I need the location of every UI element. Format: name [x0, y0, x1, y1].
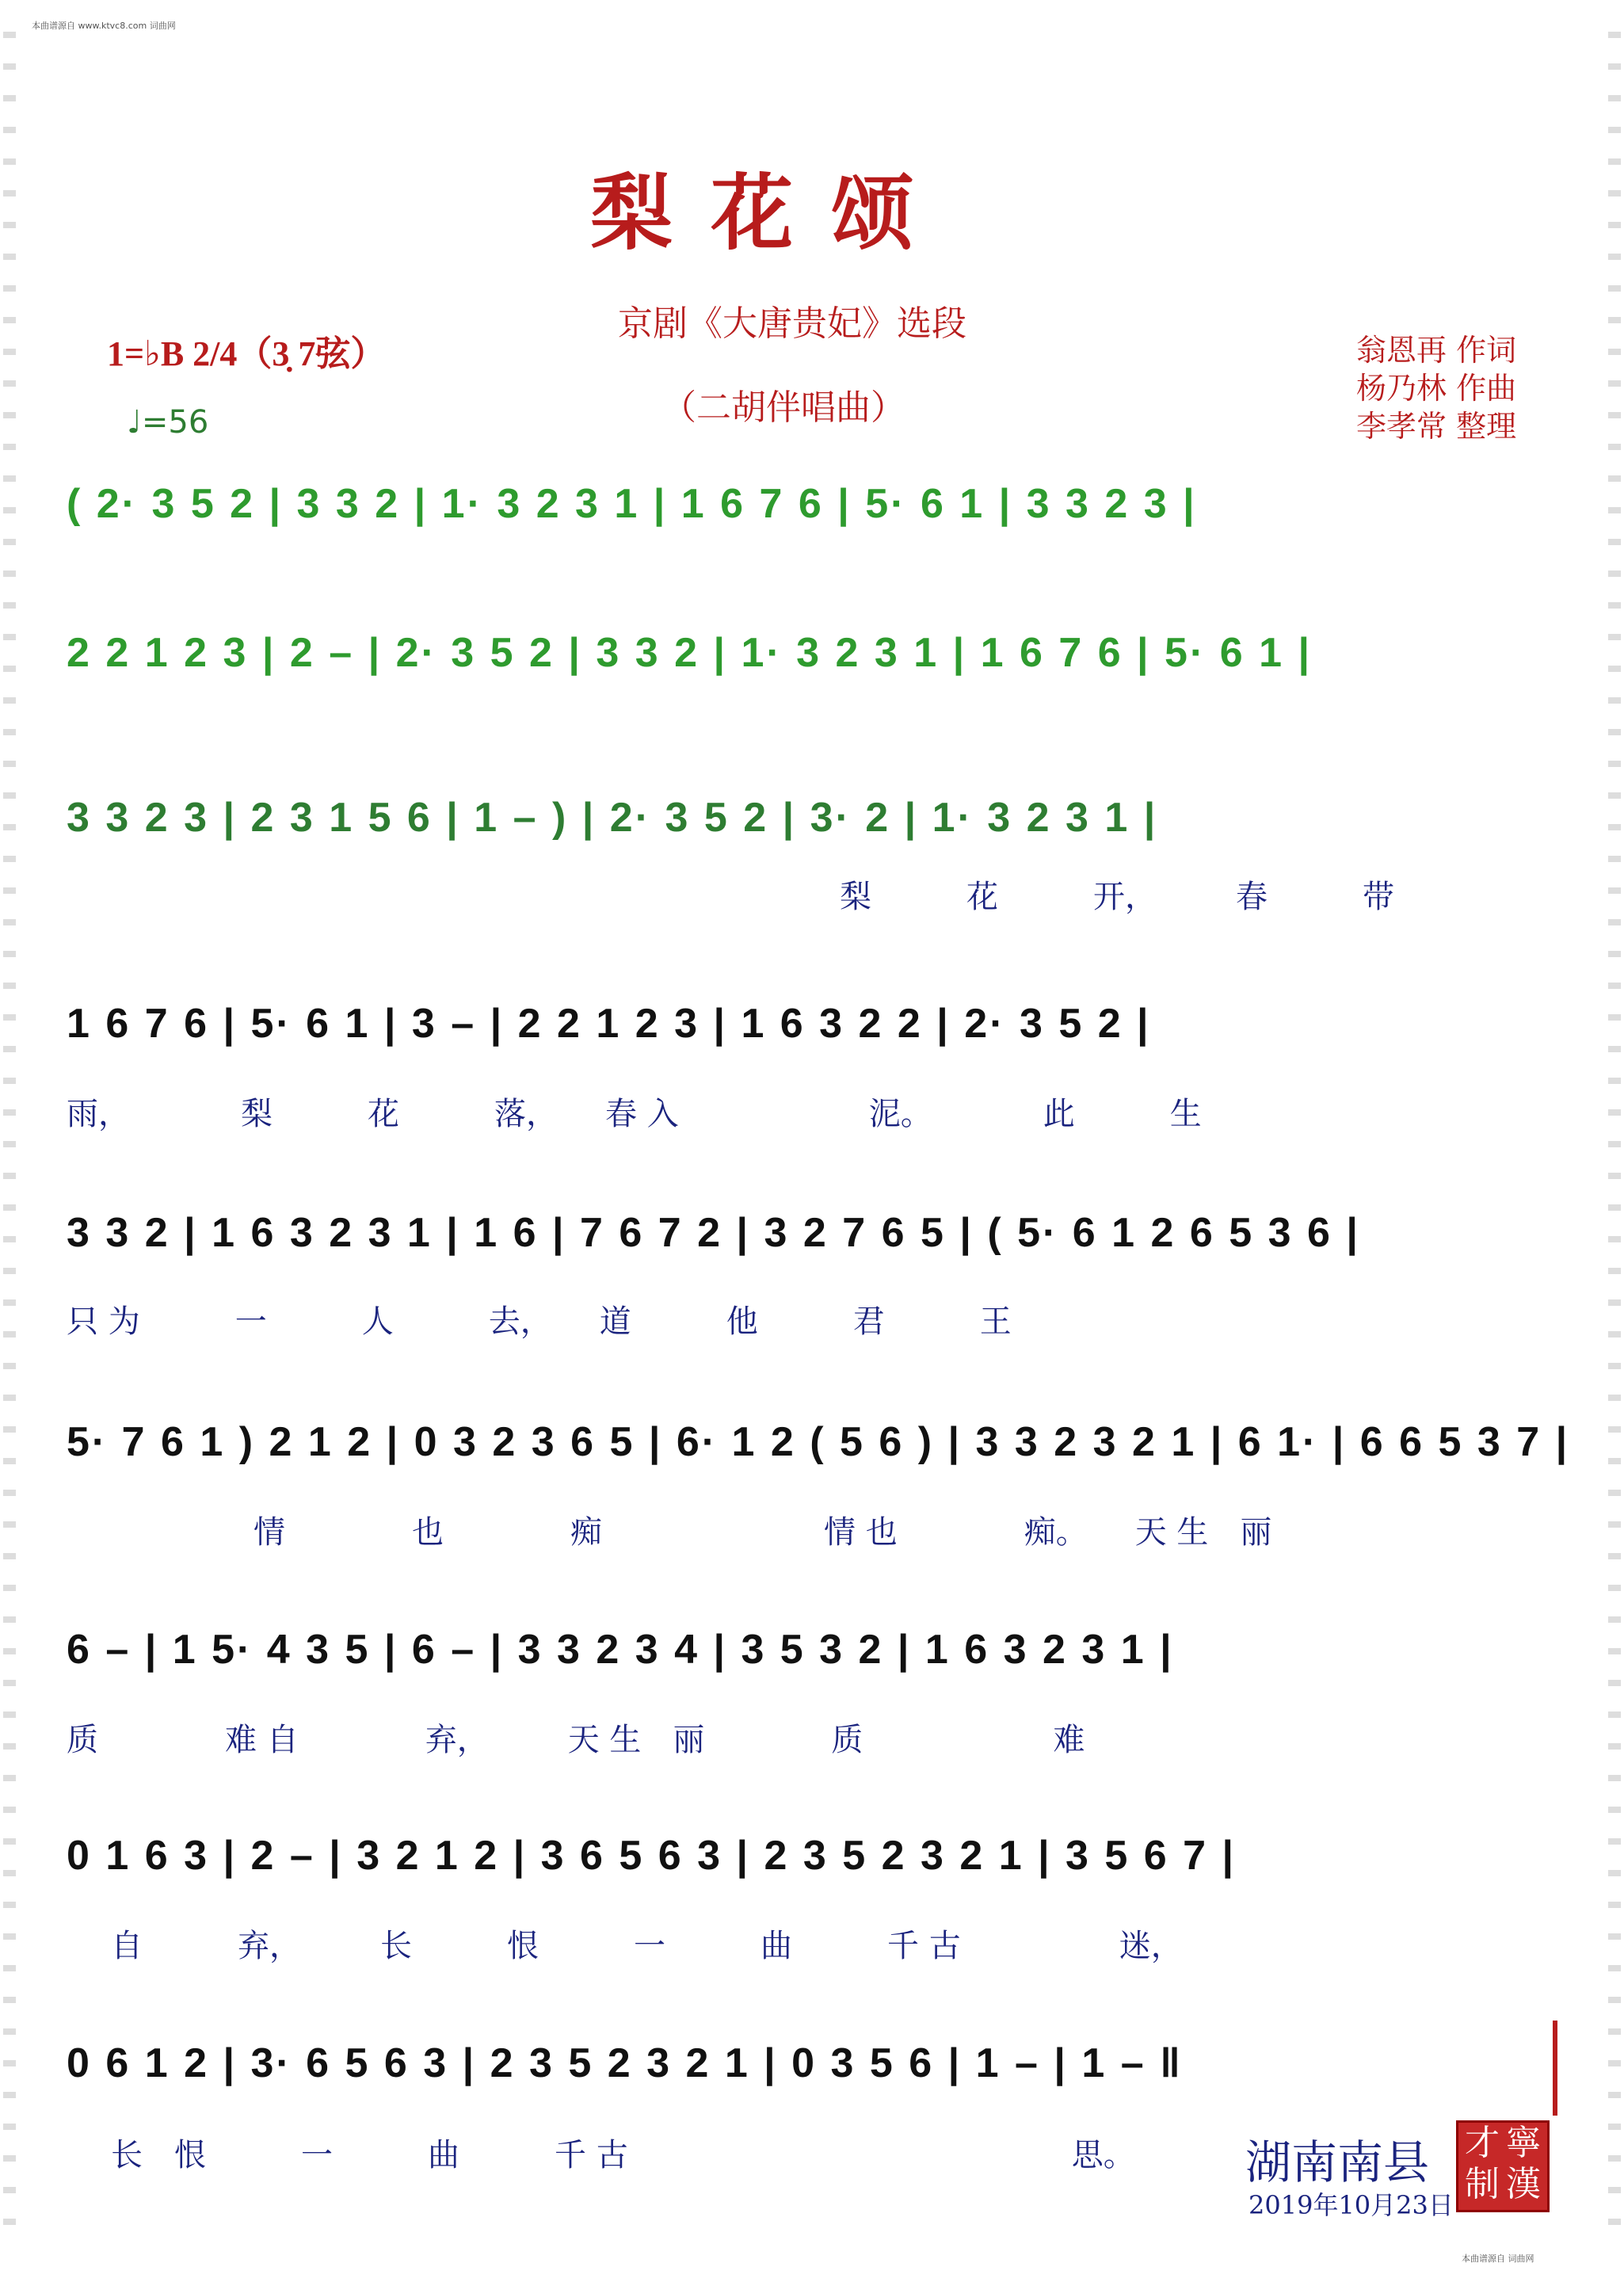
seal-char: 寧 [1506, 2123, 1541, 2163]
lyrics-row-7: 质 难 自 弃， 天 生 丽 质 难 [67, 1722, 1085, 1758]
lyrics-row-6: 情 也 痴 情 也 痴。 天 生 丽 [254, 1514, 1272, 1551]
seal-char: 制 [1465, 2164, 1500, 2204]
footer-date: 2019年10月23日 [1248, 2190, 1454, 2220]
staff-row-2: 2 2 1 2 3 | 2 – | 2· 3 5 2 | 3 3 2 | 1· 3 2 3 1 | 1 6 7 6 | 5· 6 1 | [67, 630, 1313, 676]
staff-row-3: 3 3 2 3 | 2 3 1 5 6 | 1 – ) | 2· 3 5 2 | 3· 2 | 1· 3 2 3 1 | [67, 795, 1158, 841]
watermark-bottom: 本曲谱源自 词曲网 [1462, 2253, 1534, 2264]
key-signature: 1=♭B 2/4（3̣ 7弦） [107, 334, 386, 373]
staff-row-7: 6 – | 1 5· 4 3 5 | 6 – | 3 3 2 3 4 | 3 5 3 2 | 1 6 3 2 3 1 | [67, 1627, 1174, 1673]
staff-row-5: 3 3 2 | 1 6 3 2 3 1 | 1 6 | 7 6 7 2 | 3 2 7 6 5 | ( 5· 6 1 2 6 5 3 6 | [67, 1210, 1360, 1256]
seal-stamp [1456, 2120, 1550, 2212]
footer-place: 湖南南县 [1245, 2135, 1430, 2189]
left-margin-strip [3, 32, 16, 2250]
tempo-marking: ♩=56 [127, 404, 209, 441]
seal-char: 漢 [1506, 2164, 1541, 2204]
page-title: 梨 花 颂 [590, 164, 919, 261]
seal-char: 才 [1465, 2123, 1500, 2163]
arranger-credit: 李孝常 整理 [1356, 409, 1517, 444]
right-margin-strip [1608, 32, 1621, 2250]
credits [1356, 331, 1516, 445]
composer-credit: 杨乃林 作曲 [1356, 371, 1517, 406]
lyricist-credit: 翁恩再 作词 [1356, 333, 1517, 368]
watermark-top: 本曲谱源自 www.ktvc8.com 词曲网 [32, 21, 176, 31]
staff-row-6: 5· 7 6 1 ) 2 1 2 | 0 3 2 3 6 5 | 6· 1 2 ( 5 6 ) | 3 3 2 3 2 1 | 6 1· | 6 6 5 3 7 | [67, 1419, 1570, 1465]
lyrics-row-4: 雨， 梨 花 落， 春 入 泥。 此 生 [67, 1096, 1202, 1132]
lyrics-row-3: 梨 花 开， 春 带 [840, 879, 1394, 915]
lyrics-row-8: 自 弃， 长 恨 一 曲 千 古 迷， [111, 1928, 1183, 1964]
staff-row-9: 0 6 1 2 | 3· 6 5 6 3 | 2 3 5 2 3 2 1 | 0 3 5 6 | 1 – | 1 – ‖ [67, 2040, 1183, 2086]
staff-row-4: 1 6 7 6 | 5· 6 1 | 3 – | 2 2 1 2 3 | 1 6 3 2 2 | 2· 3 5 2 | [67, 1001, 1151, 1047]
lyrics-row-9: 长 恨 一 曲 千 古 思。 [111, 2137, 1135, 2173]
subtitle-accompaniment: （二胡伴唱曲） [661, 387, 905, 428]
subtitle: 京剧《大唐贵妃》选段 [618, 303, 966, 344]
final-barline [1553, 2021, 1557, 2116]
staff-row-8: 0 1 6 3 | 2 – | 3 2 1 2 | 3 6 5 6 3 | 2 3 5 2 3 2 1 | 3 5 6 7 | [67, 1833, 1237, 1879]
staff-row-1: ( 2· 3 5 2 | 3 3 2 | 1· 3 2 3 1 | 1 6 7 6 | 5· 6 1 | 3 3 2 3 | [67, 481, 1197, 527]
lyrics-row-5: 只 为 一 人 去， 道 他 君 王 [67, 1303, 1012, 1340]
